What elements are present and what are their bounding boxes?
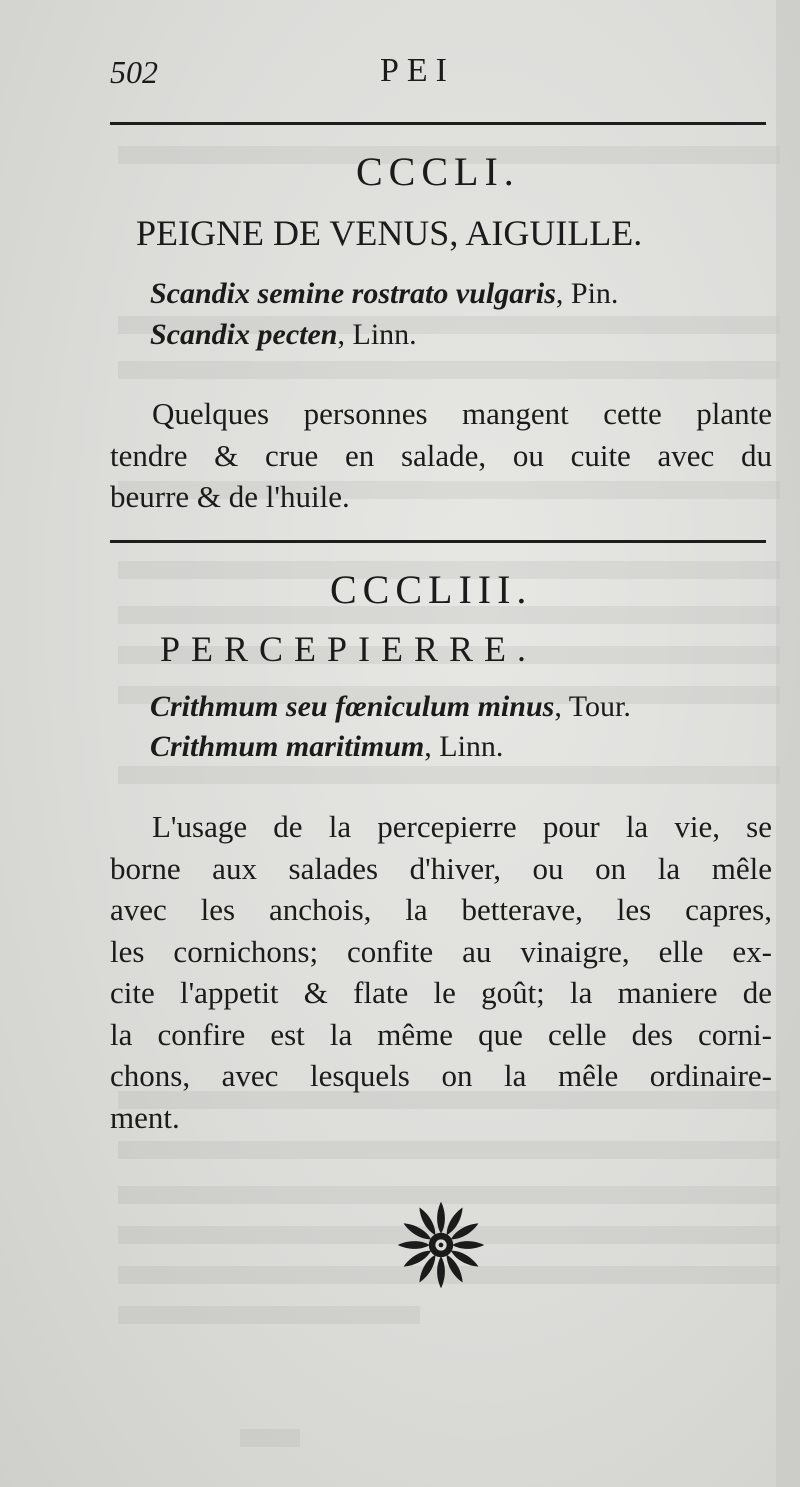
entry-number: CCCLI. — [356, 149, 520, 194]
author-abbrev: , Pin. — [555, 277, 619, 310]
author-abbrev: , Linn. — [337, 318, 417, 351]
paragraph-line: Quelques personnes mangent cette plante — [152, 396, 772, 431]
author-abbrev: , Linn. — [424, 730, 504, 763]
latin-name: Crithmum maritimum — [150, 730, 425, 763]
entry-title: PEIGNE DE VENUS, AIGUILLE. — [136, 213, 643, 253]
entry-paragraph — [110, 806, 772, 1138]
entry-number: CCCLIII. — [330, 567, 533, 612]
paragraph-line: les cornichons; confite au vinaigre, elle ex- — [110, 933, 772, 969]
paragraph-line: L'usage de la percepierre pour la vie, se — [152, 809, 772, 844]
paragraph-line: avec les anchois, la betterave, les capres, — [110, 892, 772, 927]
paragraph-line: la confire est la même que celle des corni- — [110, 1016, 772, 1052]
synonym-line — [150, 318, 417, 352]
latin-name: Scandix pecten — [150, 318, 338, 351]
section-rule — [110, 540, 766, 543]
page-number: 502 — [110, 54, 158, 90]
paragraph-line: cite l'appetit & flate le goût; la maniere de — [110, 975, 772, 1010]
running-head: PEI — [380, 52, 455, 89]
paragraph-line: beurre & de l'huile. — [110, 479, 350, 514]
latin-name: Crithmum seu fœniculum minus — [150, 690, 555, 723]
paragraph-line: tendre & crue en salade, ou cuite avec du — [110, 437, 772, 473]
header-rule — [110, 122, 766, 125]
paragraph-line: chons, avec lesquels on la mêle ordinaire- — [110, 1058, 772, 1093]
entry-title: PERCEPIERRE. — [160, 629, 538, 669]
page-header — [110, 48, 770, 98]
entry-paragraph — [110, 393, 772, 518]
latin-name: Scandix semine rostrato vulgaris — [150, 277, 556, 310]
flower-ornament-icon — [394, 1198, 488, 1292]
synonym-line — [150, 730, 503, 764]
paragraph-line: borne aux salades d'hiver, ou on la mêle — [110, 850, 772, 886]
paragraph-line: ment. — [110, 1099, 180, 1135]
synonym-line — [150, 690, 631, 724]
synonym-line — [150, 277, 618, 311]
author-abbrev: , Tour. — [554, 690, 631, 723]
